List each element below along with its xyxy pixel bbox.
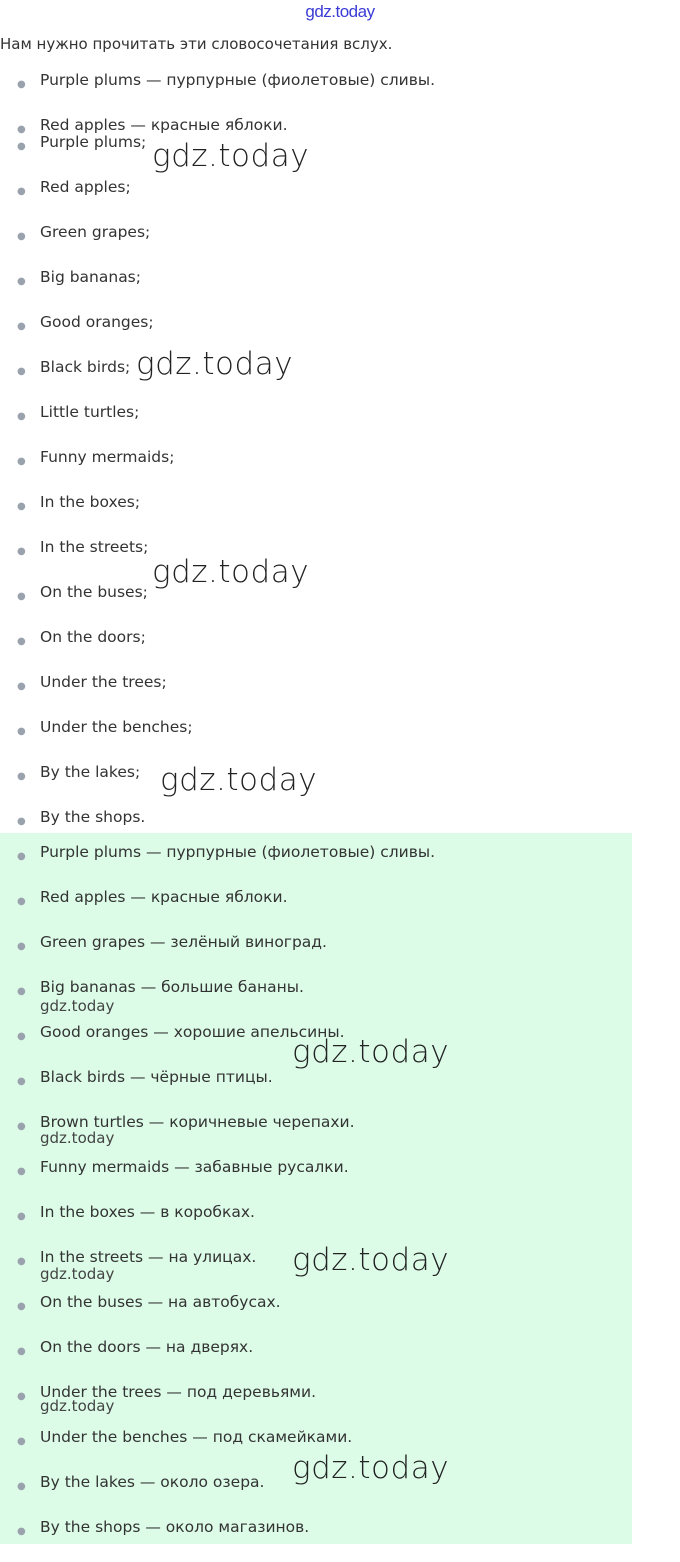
bullet-icon: ● — [17, 771, 26, 782]
list-item — [0, 312, 680, 357]
bullet-icon: ● — [17, 411, 26, 422]
list-item-text: Purple plums — пурпурные (фиолетовые) сливы. — [40, 71, 436, 89]
list-item-text: By the lakes — около озера. — [40, 1473, 265, 1491]
bullet-icon: ● — [17, 366, 26, 377]
list-item — [0, 1382, 632, 1427]
bullet-icon: ● — [17, 591, 26, 602]
intro-text: Нам нужно прочитать эти словосочетания вслух. — [0, 35, 393, 53]
list-item-text: In the streets — на улицах. — [40, 1248, 257, 1266]
list-item — [0, 1292, 632, 1337]
watermark-small: gdz.today — [40, 1397, 115, 1415]
bullet-icon: ● — [17, 816, 26, 827]
list-item — [0, 267, 680, 312]
list-item — [0, 762, 680, 807]
list-item-text: Black birds — чёрные птицы. — [40, 1068, 273, 1086]
list-item-text: By the lakes; — [40, 763, 141, 781]
watermark-small: gdz.today — [40, 1265, 115, 1283]
list-item-text: Under the benches; — [40, 718, 193, 736]
list-item — [0, 842, 632, 887]
list-item-text: Red apples — красные яблоки. — [40, 888, 288, 906]
bullet-icon: ● — [17, 124, 26, 135]
list-item — [0, 627, 680, 672]
list-item-text: In the boxes; — [40, 493, 141, 511]
bullet-icon: ● — [17, 941, 26, 952]
list-item-text: Purple plums; — [40, 133, 147, 151]
bullet-icon: ● — [17, 1301, 26, 1312]
list-item — [0, 402, 680, 447]
list-item-text: Under the trees; — [40, 673, 167, 691]
list-item-text: Little turtles; — [40, 403, 140, 421]
bullet-icon: ● — [17, 636, 26, 647]
list-item-text: In the streets; — [40, 538, 149, 556]
watermark: gdz.today — [292, 1242, 450, 1278]
list-item — [0, 1337, 632, 1382]
list-item-text: Under the benches — под скамейками. — [40, 1428, 353, 1446]
watermark: gdz.today — [152, 554, 310, 590]
bullet-icon: ● — [17, 726, 26, 737]
list-item-text: Under the trees — под деревьями. — [40, 1383, 316, 1401]
answers-list — [0, 842, 632, 1562]
list-item — [0, 132, 680, 177]
bullet-icon: ● — [17, 851, 26, 862]
list-item — [0, 1472, 632, 1517]
list-item — [0, 1427, 632, 1472]
list-item — [0, 447, 680, 492]
list-item-text: By the shops. — [40, 808, 146, 826]
bullet-icon: ● — [17, 896, 26, 907]
watermark-small: gdz.today — [40, 997, 115, 1015]
list-item-text: In the boxes — в коробках. — [40, 1203, 255, 1221]
bullet-icon: ● — [17, 276, 26, 287]
list-item — [0, 1517, 632, 1562]
list-item-text: Black birds; — [40, 358, 131, 376]
bullet-icon: ● — [17, 1526, 26, 1537]
list-item-text: Good oranges — хорошие апельсины. — [40, 1023, 345, 1041]
bullet-icon: ● — [17, 1211, 26, 1222]
bullet-icon: ● — [17, 1346, 26, 1357]
bullet-icon: ● — [17, 501, 26, 512]
words-list — [0, 132, 680, 852]
list-item — [0, 537, 680, 582]
bullet-icon: ● — [17, 986, 26, 997]
list-item — [0, 1157, 632, 1202]
bullet-icon: ● — [17, 186, 26, 197]
list-item-text: On the doors — на дверях. — [40, 1338, 254, 1356]
bullet-icon: ● — [17, 1031, 26, 1042]
watermark: gdz.today — [292, 1034, 450, 1070]
bullet-icon: ● — [17, 1121, 26, 1132]
list-item-text: Red apples — красные яблоки. — [40, 116, 288, 134]
list-item-text: Good oranges; — [40, 313, 154, 331]
list-item-text: Funny mermaids — забавные русалки. — [40, 1158, 349, 1176]
list-item-text: On the doors; — [40, 628, 146, 646]
list-item-text: Funny mermaids; — [40, 448, 175, 466]
first-block — [0, 70, 680, 135]
list-item — [0, 1067, 632, 1112]
bullet-icon: ● — [17, 1076, 26, 1087]
list-item — [0, 932, 632, 977]
list-item — [0, 492, 680, 537]
list-item — [0, 1202, 632, 1247]
list-item — [0, 1022, 632, 1067]
list-item — [0, 222, 680, 267]
list-item-text: By the shops — около магазинов. — [40, 1518, 310, 1536]
bullet-icon: ● — [17, 1436, 26, 1447]
list-item-text: On the buses — на автобусах. — [40, 1293, 281, 1311]
bullet-icon: ● — [17, 321, 26, 332]
list-item — [0, 887, 632, 932]
bullet-icon: ● — [17, 1166, 26, 1177]
list-item-text: Brown turtles — коричневые черепахи. — [40, 1113, 355, 1131]
list-item — [0, 177, 680, 222]
list-item-text: Big bananas; — [40, 268, 141, 286]
list-item-text: On the buses; — [40, 583, 148, 601]
list-item — [0, 1247, 632, 1292]
bullet-icon: ● — [17, 141, 26, 152]
watermark: gdz.today — [292, 1450, 450, 1486]
bullet-icon: ● — [17, 546, 26, 557]
list-item — [0, 582, 680, 627]
bullet-icon: ● — [17, 1391, 26, 1402]
watermark: gdz.today — [152, 138, 310, 174]
list-item — [0, 717, 680, 762]
list-item — [0, 977, 632, 1022]
bullet-icon: ● — [17, 1481, 26, 1492]
bullet-icon: ● — [17, 231, 26, 242]
list-item — [0, 1112, 632, 1157]
bullet-icon: ● — [17, 1256, 26, 1267]
list-item-text: Purple plums — пурпурные (фиолетовые) сливы. — [40, 843, 436, 861]
list-item — [0, 672, 680, 717]
bullet-icon: ● — [17, 456, 26, 467]
header-watermark: gdz.today — [305, 2, 375, 21]
list-item-text: Red apples; — [40, 178, 131, 196]
watermark: gdz.today — [160, 762, 318, 798]
watermark: gdz.today — [136, 346, 294, 382]
list-item-text: Green grapes; — [40, 223, 151, 241]
list-item-text: Big bananas — большие бананы. — [40, 978, 304, 996]
list-item — [0, 357, 680, 402]
watermark-small: gdz.today — [40, 1129, 115, 1147]
list-item-text: Green grapes — зелёный виноград. — [40, 933, 327, 951]
list-item — [0, 70, 680, 115]
bullet-icon: ● — [17, 79, 26, 90]
bullet-icon: ● — [17, 681, 26, 692]
